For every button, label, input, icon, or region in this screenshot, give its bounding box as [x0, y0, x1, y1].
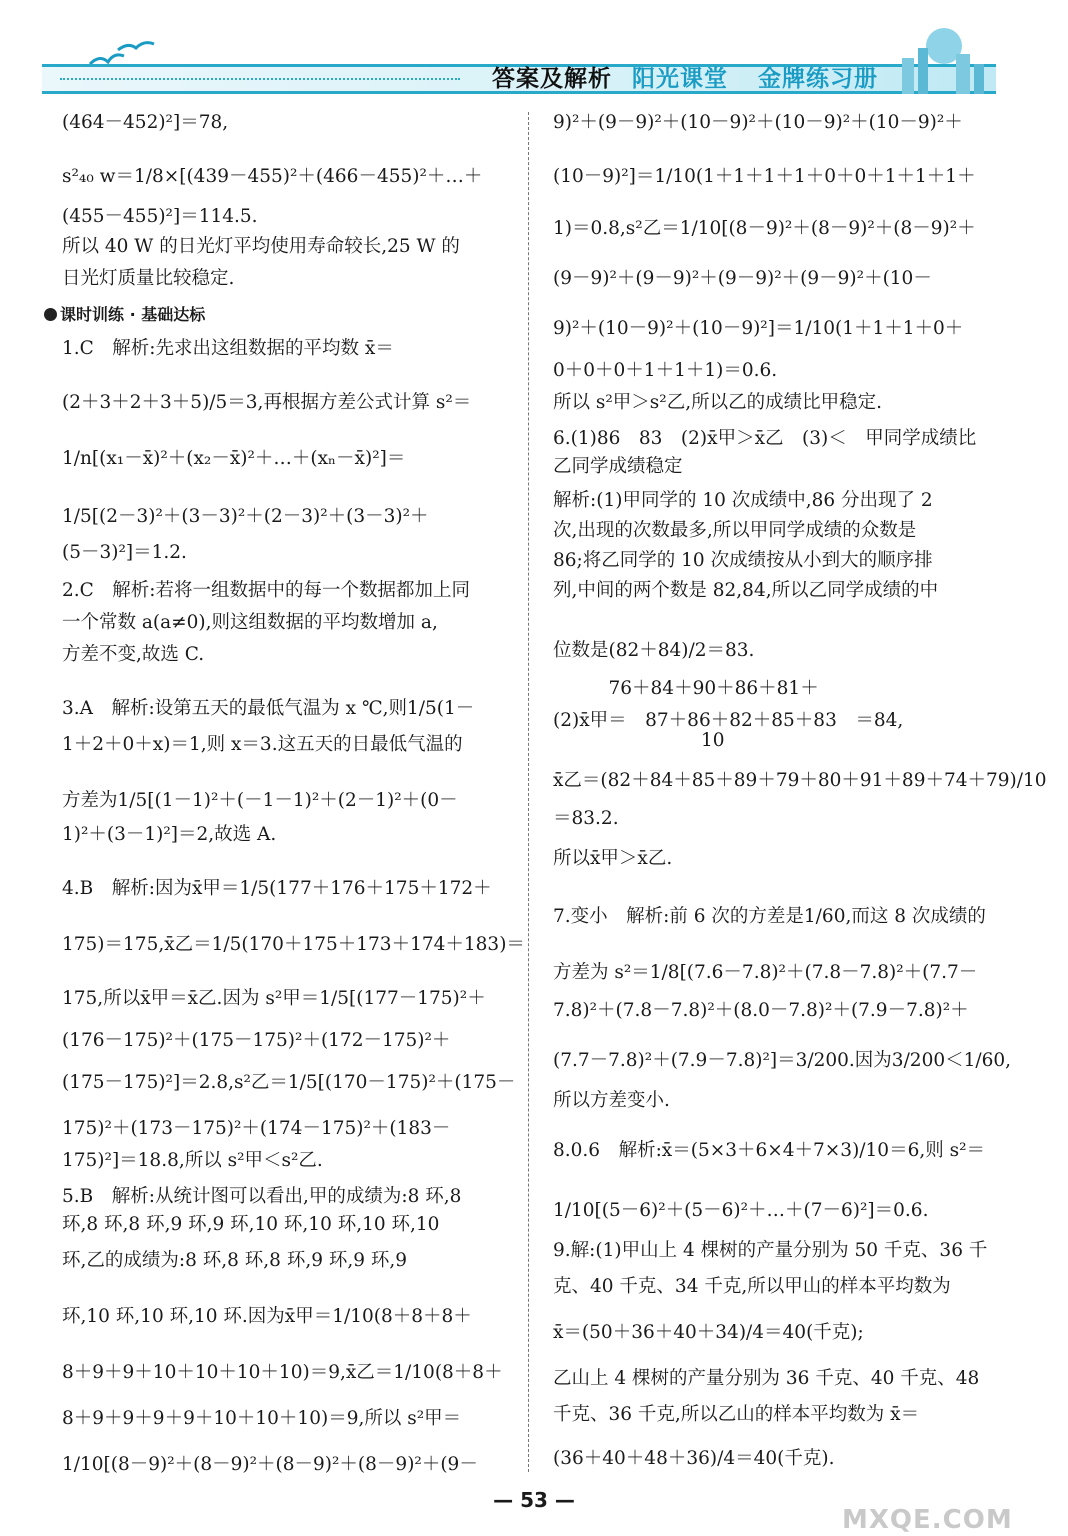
text-line: x̄＝(50＋36＋40＋34)/4＝40(千克);: [553, 1322, 864, 1343]
text-line: 175)＝175,x̄乙＝1/5(170＋175＋173＋174＋183)＝: [62, 934, 525, 955]
text-line: 日光灯质量比较稳定.: [62, 268, 235, 289]
text-line: 86;将乙同学的 10 次成绩按从小到大的顺序排: [553, 550, 933, 571]
text-line: 2.C 解析:若将一组数据中的每一个数据都加上同: [62, 580, 471, 601]
text-line: x̄乙＝(82＋84＋85＋89＋79＋80＋91＋89＋74＋79)/10: [553, 770, 1047, 791]
header-dotted-line: [60, 78, 460, 80]
text-line: 1)＝0.8,s²乙＝1/10[(8－9)²＋(8－9)²＋(8－9)²＋: [553, 218, 976, 239]
text-line: (175－175)²]＝2.8,s²乙＝1/5[(170－175)²＋(175－: [62, 1072, 516, 1093]
text-line: (464－452)²]＝78,: [62, 112, 229, 133]
text-line: 175)²]＝18.8,所以 s²甲＜s²乙.: [62, 1150, 323, 1171]
text-line: 列,中间的两个数是 82,84,所以乙同学成绩的中: [553, 580, 939, 601]
text-line: 方差为 s²＝1/8[(7.6－7.8)²＋(7.8－7.8)²＋(7.7－: [553, 962, 978, 983]
header-brand-name: 阳光课堂: [632, 66, 728, 92]
text-line: 5.B 解析:从统计图可以看出,甲的成绩为:8 环,8: [62, 1186, 462, 1207]
section-title: [44, 302, 205, 328]
text-line: 一个常数 a(a≠0),则这组数据的平均数增加 a,: [62, 612, 438, 633]
text-line: 次,出现的次数最多,所以甲同学成绩的众数是: [553, 520, 917, 541]
text-line: (10－9)²]＝1/10(1＋1＋1＋1＋0＋0＋1＋1＋1＋: [553, 166, 976, 187]
text-line: (9－9)²＋(9－9)²＋(9－9)²＋(9－9)²＋(10－: [553, 268, 932, 289]
text-line: 6.(1)86 83 (2)x̄甲＞x̄乙 (3)＜ 甲同学成绩比: [553, 428, 977, 449]
text-line: 1/n[(x₁－x̄)²＋(x₂－x̄)²＋…＋(xₙ－x̄)²]＝: [62, 448, 406, 469]
city-decoration-icon: [892, 18, 992, 98]
text-line: 1/10[(5－6)²＋(5－6)²＋…＋(7－6)²]＝0.6.: [553, 1200, 929, 1221]
text-line: ＝83.2.: [553, 808, 619, 829]
text-line: 1/5[(2－3)²＋(3－3)²＋(2－3)²＋(3－3)²＋: [62, 506, 429, 527]
text-line: 175,所以x̄甲＝x̄乙.因为 s²甲＝1/5[(177－175)²＋: [62, 988, 486, 1009]
text-line: 千克、36 千克,所以乙山的样本平均数为 x̄＝: [553, 1404, 920, 1425]
text-line: (455－455)²]＝114.5.: [62, 206, 258, 227]
column-divider: [528, 112, 529, 1472]
text-line: 7.8)²＋(7.8－7.8)²＋(8.0－7.8)²＋(7.9－7.8)²＋: [553, 1000, 969, 1021]
text-line: 所以 40 W 的日光灯平均使用寿命较长,25 W 的: [62, 236, 460, 257]
text-line: 175)²＋(173－175)²＋(174－175)²＋(183－: [62, 1118, 451, 1139]
text-line: 8＋9＋9＋10＋10＋10＋10)＝9,x̄乙＝1/10(8＋8＋: [62, 1362, 503, 1383]
text-line: 9.解:(1)甲山上 4 棵树的产量分别为 50 千克、36 千: [553, 1240, 988, 1261]
text-line: 乙山上 4 棵树的产量分别为 36 千克、40 千克、48: [553, 1368, 980, 1389]
text-line: 克、40 千克、34 千克,所以甲山的样本平均数为: [553, 1276, 951, 1297]
text-line: 1/10[(8－9)²＋(8－9)²＋(8－9)²＋(8－9)²＋(9－: [62, 1454, 478, 1475]
text-line: 76＋84＋90＋86＋81＋: [553, 678, 819, 699]
text-line: 方差不变,故选 C.: [62, 644, 205, 665]
header-brand-subtitle: 金牌练习册: [758, 66, 878, 92]
text-line: (5－3)²]＝1.2.: [62, 542, 187, 563]
text-line: (2＋3＋2＋3＋5)/5＝3,再根据方差公式计算 s²＝: [62, 392, 472, 413]
text-line: 8.0.6 解析:x̄＝(5×3＋6×4＋7×3)/10＝6,则 s²＝: [553, 1140, 986, 1161]
text-line: 8＋9＋9＋9＋9＋10＋10＋10)＝9,所以 s²甲＝: [62, 1408, 462, 1429]
text-line: 7.变小 解析:前 6 次的方差是1/60,而这 8 次成绩的: [553, 906, 986, 927]
text-line: s²₄₀ w＝1/8×[(439－455)²＋(466－455)²＋…＋: [62, 166, 483, 187]
header-answer-label: 答案及解析: [492, 66, 612, 92]
text-line: 所以x̄甲＞x̄乙.: [553, 848, 673, 869]
text-line: (36＋40＋48＋36)/4＝40(千克).: [553, 1448, 835, 1469]
watermark: MXQE.COM: [842, 1505, 1013, 1535]
section-title-text: 课时训练 · 基础达标: [60, 305, 206, 324]
page-header: [0, 0, 1068, 105]
text-line: 4.B 解析:因为x̄甲＝1/5(177＋176＋175＋172＋: [62, 878, 492, 899]
text-line: 位数是(82＋84)/2＝83.: [553, 640, 755, 661]
text-line: 环,8 环,8 环,9 环,9 环,10 环,10 环,10 环,10: [62, 1214, 440, 1235]
text-line: (7.7－7.8)²＋(7.9－7.8)²]＝3/200.因为3/200＜1/60,: [553, 1050, 1012, 1071]
page-number: — 53 —: [493, 1488, 575, 1512]
text-line: 环,乙的成绩为:8 环,8 环,8 环,9 环,9 环,9: [62, 1250, 408, 1271]
text-line: 方差为1/5[(1－1)²＋(－1－1)²＋(2－1)²＋(0－: [62, 790, 458, 811]
text-line: 解析:(1)甲同学的 10 次成绩中,86 分出现了 2: [553, 490, 933, 511]
section-bullet-icon: [44, 308, 57, 321]
text-line: 乙同学成绩稳定: [553, 456, 683, 477]
text-line: 所以方差变小.: [553, 1090, 670, 1111]
text-line: 9)²＋(9－9)²＋(10－9)²＋(10－9)²＋(10－9)²＋: [553, 112, 963, 133]
text-line: 1)²＋(3－1)²]＝2,故选 A.: [62, 824, 277, 845]
text-line: 9)²＋(10－9)²＋(10－9)²]＝1/10(1＋1＋1＋0＋: [553, 318, 964, 339]
text-line: 1.C 解析:先求出这组数据的平均数 x̄＝: [62, 338, 394, 359]
text-line: (176－175)²＋(175－175)²＋(172－175)²＋: [62, 1030, 451, 1051]
text-line: 1＋2＋0＋x)＝1,则 x＝3.这五天的日最低气温的: [62, 734, 463, 755]
text-line: 所以 s²甲＞s²乙,所以乙的成绩比甲稳定.: [553, 392, 882, 413]
text-line: 环,10 环,10 环,10 环.因为x̄甲＝1/10(8＋8＋8＋: [62, 1306, 472, 1327]
text-line: 3.A 解析:设第五天的最低气温为 x ℃,则1/5(1－: [62, 698, 475, 719]
text-line: 0＋0＋0＋1＋1＋1)＝0.6.: [553, 360, 778, 381]
text-line: (2)x̄甲＝ 87＋86＋82＋85＋83 ＝84,: [553, 710, 904, 731]
text-line: 10: [553, 730, 725, 751]
